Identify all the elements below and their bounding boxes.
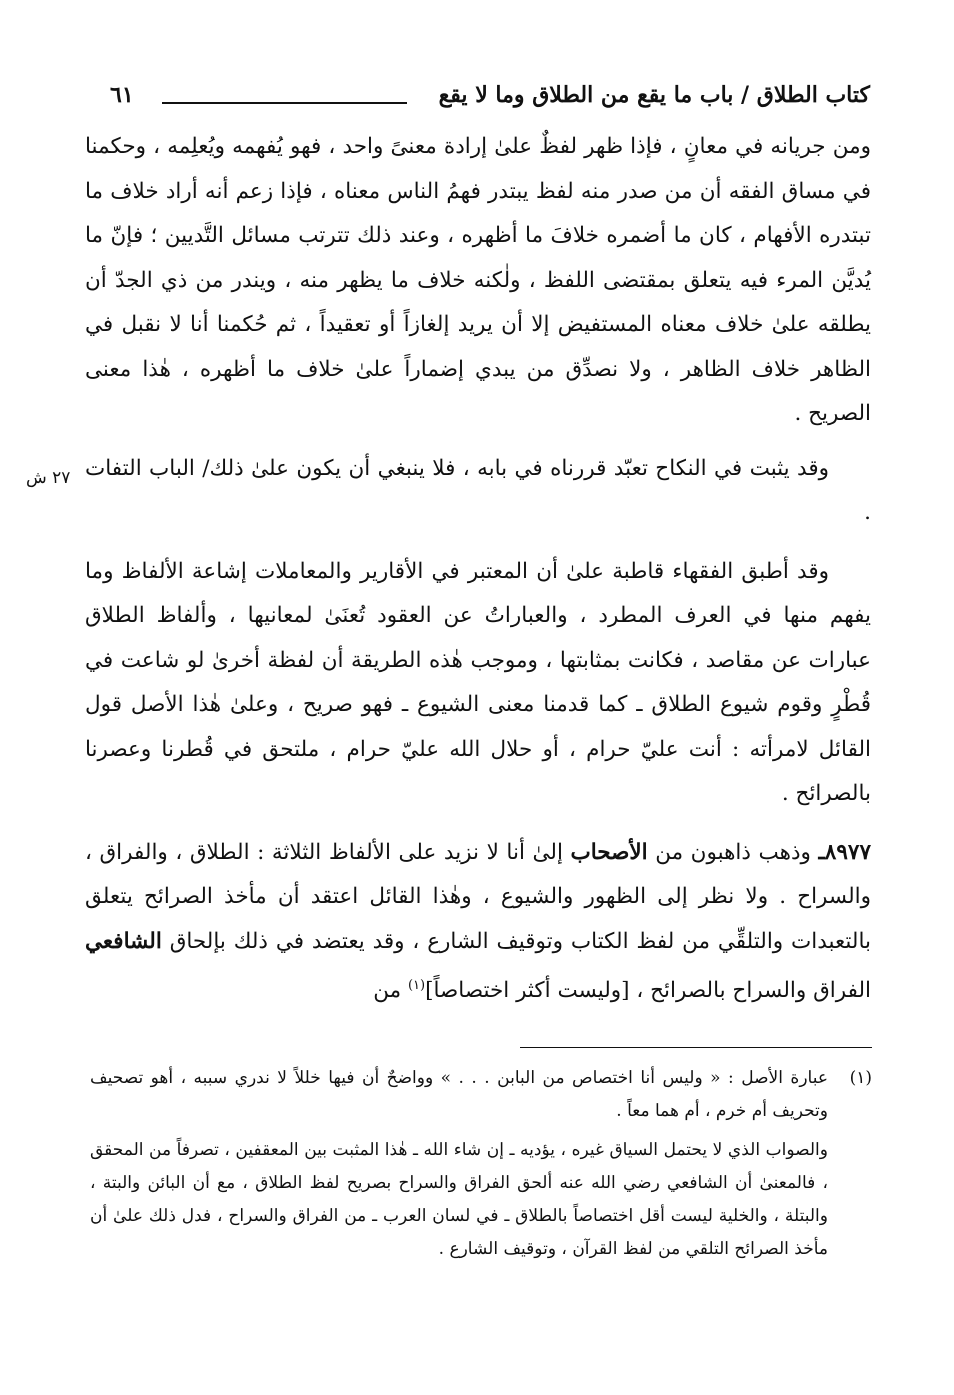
main-text [85, 125, 871, 1014]
paragraph-4-text-b: إلىٰ أنا لا نزيد على الألفاظ الثلاثة : الطلاق ، والفراق ، والسراح . ولا نظر إلى الظهور والشيوع ، وهٰذا القائل اعتقد أن مأخذ الصرائح يتعلق بالتعبدات والتلقِّي من لفظ الكتاب وتوقيف الشارع ، وقد يعتضد في ذلك بإلحاق [85, 839, 871, 954]
header-rule [162, 102, 407, 104]
paragraph-4-text-c: الفراق والسراح بالصرائح ، [وليست أكثر اختصاصاً] [425, 978, 871, 1004]
header-title: كتاب الطلاق / باب ما يقع من الطلاق وما لا يقع [438, 82, 870, 108]
paragraph-4-text-a: وذهب ذاهبون من [647, 839, 819, 865]
paragraph-4-text-d: من [373, 978, 408, 1004]
shafii-name: الشافعي [85, 928, 162, 954]
issue-number: ٨٩٧٧ـ [818, 839, 871, 865]
paragraph-3: وقد أطبق الفقهاء قاطبة علىٰ أن المعتبر في الأقارير والمعاملات إشاعة الألفاظ وما يفهم منها في العرف المطرد ، والعباراتُ عن العقود تُعنَىٰ لمعانيها ، وألفاظ الطلاق عبارات عن مقاصد ، فكانت بمثابتها ، وموجب هٰذه الطريقة أن لفظة أخرىٰ لو شاعت في قُطْرٍ وقوم شيوع الطلاق ـ كما قدمنا معنى الشيوع ـ فهو صريح ، وعلىٰ هٰذا الأصل قول القائل لامرأته : أنت عليّ حرام ، أو حلال الله عليّ حرام ، ملتحق في قُطرنا وعصرنا بالصرائح . [85, 558, 871, 806]
footnote-1-text-a: عبارة الأصل : « وليس أنا اختصاص من البابن . . . » وواضحٌ أن فيها خللاً لا ندري سببه ، أهو تصحيف وتحريف أم خرم ، أم هما معاً . [90, 1068, 828, 1121]
footnote-separator [520, 1047, 872, 1048]
footnote-number: (١) [849, 1068, 872, 1088]
companions-term: الأصحاب [570, 839, 648, 865]
paragraph-2: وقد يثبت في النكاح تعبّد قررناه في بابه ، فلا ينبغي أن يكون علىٰ ذلك/ الباب التفات . [85, 455, 871, 525]
footnote-1 [90, 1062, 872, 1266]
page-number: ٦١ [110, 82, 134, 108]
margin-folio-note: ٢٧ ش [26, 468, 71, 488]
paragraph-4 [85, 831, 871, 1014]
running-header [110, 78, 870, 118]
footnote-reference: (١) [407, 978, 426, 993]
footnotes [90, 1062, 872, 1266]
paragraph-1: ومن جريانه في معانٍ ، فإذا ظهر لفظٌ علىٰ إرادة معنىً واحد ، فهو يُفهمه ويُعلِمه ، وحكمنا في مساق الفقه أن من صدر منه لفظ يبتدر فهمُ الناس معناه ، فإذا زعم أنه أراد خلاف ما تبتدره الأفهام ، كان ما أضمره خلافَ ما أظهره ، وعند ذلك تترتب مسائل التَّديين ؛ فإنّ ما يُديَّن المرء فيه يتعلق بمقتضى اللفظ ، ولٰكنه خلاف ما يظهر منه ، ويندر من ذي الجدّ أن يطلقه علىٰ خلاف معناه المستفيض إلا أن يريد إلغازاً أو تعقيداً ، ثم حُكمنا أنا لا نقبل في الظاهر خلاف الظاهر ، ولا نصدِّق من يبدي إضماراً علىٰ خلاف ما أظهره ، هٰذا معنى الصريح . [85, 134, 871, 426]
footnote-1-text-b: والصواب الذي لا يحتمل السياق غيره ، يؤديه ـ إن شاء الله ـ هٰذا المثبت بين المعقفين ، تصرفاً من المحقق ، فالمعنىٰ أن الشافعي رضي الله عنه ألحق الفراق والسراح بصريح لفظ الطلاق ، مع أن البائن والبتة ، والبتلة ، والخلية ليست أقل اختصاصاً بالطلاق ـ في لسان العرب ـ من الفراق والسراح ، فدل ذلك علىٰ أن مأخذ الصرائح التلقي من لفظ القرآن ، وتوقيف الشارع . [90, 1140, 828, 1259]
